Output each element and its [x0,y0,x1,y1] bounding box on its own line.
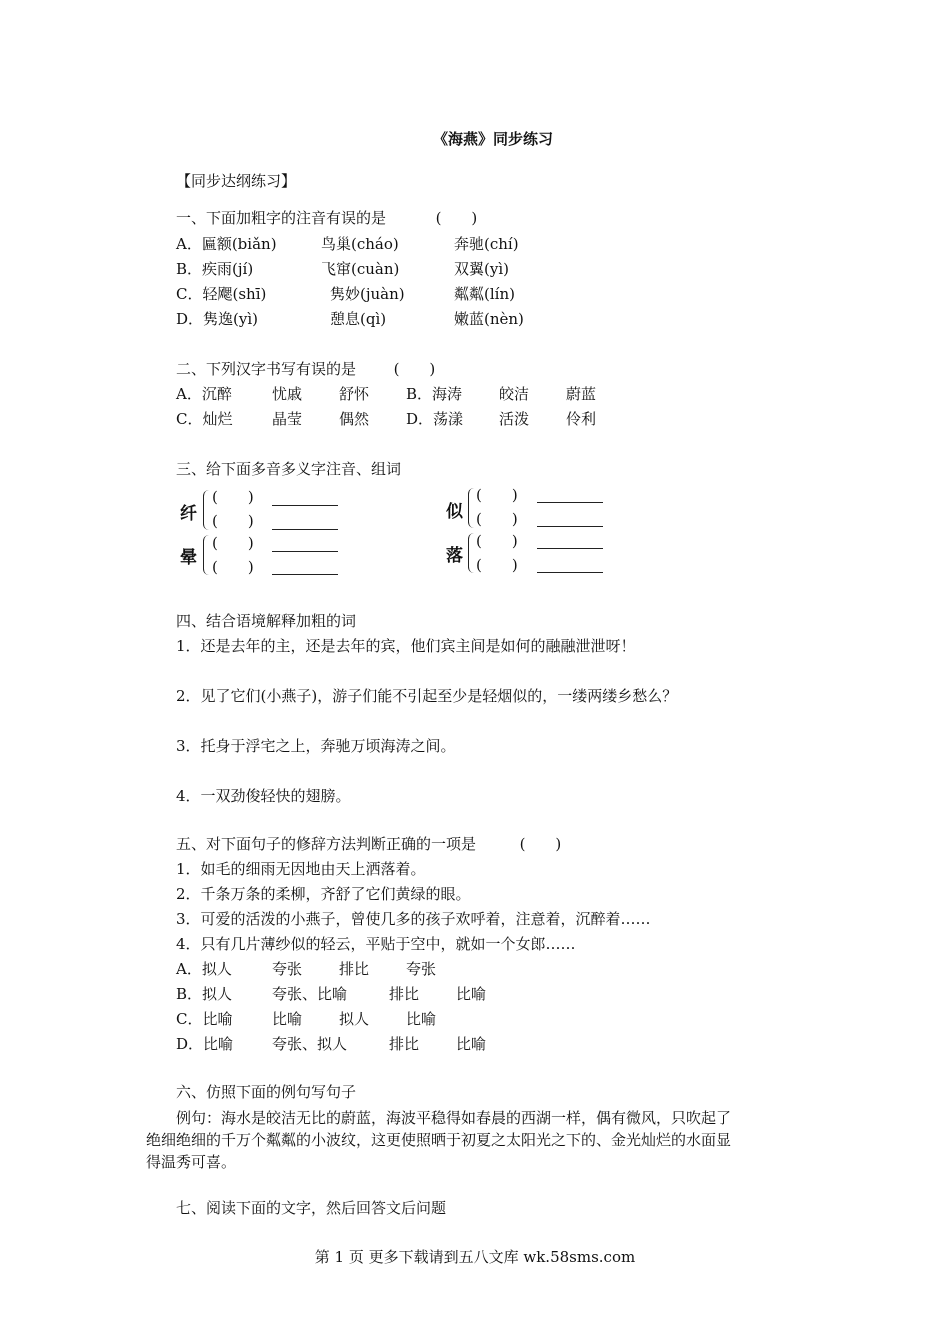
q5-a-2: 夸张 [272,960,303,978]
q1-stem [176,208,477,228]
q1-a-3: 奔驰(chí) [454,235,519,253]
section-header: 【同步达纲练习】 [176,172,297,190]
q5-option-d [176,1034,486,1054]
pinyin-slot-yun-2: ( ) [212,558,254,576]
q5-c-3: 拟人 [339,1010,370,1028]
word-blank-yun-2 [272,573,338,575]
word-blank-yun-1 [272,550,338,552]
q3-stem: 三、给下面多音多义字注音、组词 [176,460,402,478]
q5-b-3: 排比 [389,985,420,1003]
q1-stem-text: 一、下面加粗字的注音有误的是 [176,209,387,227]
q5-answer-blank: ( ) [519,835,562,853]
q2-ab-6: 蔚蓝 [566,385,597,403]
q1-c-1: C．轻飔(shī) [176,285,267,303]
q1-a-2: 鸟巢(cháo) [321,235,399,253]
q1-d-3: 嫩蓝(nèn) [454,310,524,328]
brace-luo [468,533,475,573]
q1-b-1: B．疾雨(jí) [176,260,254,278]
q5-item-2: 2．千条万条的柔柳，齐舒了它们黄绿的眼。 [176,885,471,903]
q1-d-1: D．隽逸(yì) [176,310,259,328]
q2-ab-4: B．海涛 [406,385,463,403]
q4-item-3: 3．托身于浮宅之上，奔驰万顷海涛之间。 [176,737,456,755]
page-title: 《海燕》同步练习 [432,130,553,148]
word-blank-si-1 [537,501,603,503]
q1-c-2: 隽妙(juàn) [330,285,405,303]
q5-item-4: 4．只有几片薄纱似的轻云，平贴于空中，就如一个女郎…… [176,935,576,953]
q5-item-3: 3．可爱的活泼的小燕子，曾使几多的孩子欢呼着，注意着，沉醉着…… [176,910,651,928]
q5-a-4: 夸张 [406,960,437,978]
q2-ab-3: 舒怀 [339,385,370,403]
q2-cd-4: D．荡漾 [406,410,464,428]
q4-stem: 四、结合语境解释加粗的词 [176,612,357,630]
q5-a-1: A．拟人 [176,960,232,978]
q1-answer-blank: ( ) [435,209,478,227]
q4-item-1: 1．还是去年的主，还是去年的宾，他们宾主间是如何的融融泄泄呀！ [176,637,636,655]
brace-yun [203,535,210,575]
word-blank-luo-1 [537,547,603,549]
q5-b-2: 夸张、比喻 [272,985,348,1003]
q2-cd-1: C．灿烂 [176,410,233,428]
q5-option-a [176,959,436,979]
q2-cd-2: 晶莹 [272,410,303,428]
pinyin-slot-luo-2: ( ) [476,556,518,574]
q2-option-row-ab [176,384,596,404]
q5-option-c [176,1009,436,1029]
q2-cd-6: 伶利 [566,410,597,428]
pinyin-slot-si-2: ( ) [476,510,518,528]
q4-item-4: 4．一双劲俊轻快的翅膀。 [176,787,351,805]
polyphone-char-si: 似 [446,502,463,522]
q5-item-1: 1．如毛的细雨无因地由天上洒落着。 [176,860,426,878]
q5-c-4: 比喻 [406,1010,437,1028]
pinyin-slot-luo-1: ( ) [476,532,518,550]
q5-option-b [176,984,486,1004]
q5-stem-text: 五、对下面句子的修辞方法判断正确的一项是 [176,835,477,853]
q5-c-2: 比喻 [272,1010,303,1028]
q2-cd-3: 偶然 [339,410,370,428]
polyphone-char-xian: 纤 [180,504,197,524]
pinyin-slot-xian-1: ( ) [212,488,254,506]
brace-si [468,488,475,528]
q2-ab-2: 忧戚 [272,385,303,403]
q6-example-line-1: 例句：海水是皎洁无比的蔚蓝，海波平稳得如春晨的西湖一样，偶有微风，只吹起了 [176,1109,732,1127]
q2-stem-text: 二、下列汉字书写有误的是 [176,360,357,378]
q7-stem: 七、阅读下面的文字，然后回答文后问题 [176,1199,447,1217]
q1-option-c [176,284,515,304]
word-blank-xian-2 [272,528,338,530]
q1-c-3: 粼粼(lín) [454,285,515,303]
q1-option-d [176,309,524,329]
q1-a-1: A．匾额(biǎn) [176,235,277,253]
pinyin-slot-yun-1: ( ) [212,534,254,552]
q6-example-line-3: 得温秀可喜。 [146,1153,237,1171]
q5-a-3: 排比 [339,960,370,978]
brace-xian [203,490,210,530]
pinyin-slot-xian-2: ( ) [212,512,254,530]
q1-d-2: 憩息(qì) [330,310,387,328]
q2-ab-5: 皎洁 [499,385,530,403]
pinyin-slot-si-1: ( ) [476,486,518,504]
q6-stem: 六、仿照下面的例句写句子 [176,1083,357,1101]
word-blank-xian-1 [272,504,338,506]
q5-d-4: 比喻 [456,1035,487,1053]
q5-c-1: C．比喻 [176,1010,233,1028]
q5-d-3: 排比 [389,1035,420,1053]
q2-stem [176,359,435,379]
q2-option-row-cd [176,409,596,429]
q2-cd-5: 活泼 [499,410,530,428]
q5-b-4: 比喻 [456,985,487,1003]
q1-option-b [176,259,509,279]
q2-answer-blank: ( ) [393,360,436,378]
q1-b-2: 飞窜(cuàn) [321,260,400,278]
q2-ab-1: A．沉醉 [176,385,232,403]
q5-d-1: D．比喻 [176,1035,234,1053]
polyphone-char-yun: 晕 [180,548,197,568]
word-blank-luo-2 [537,571,603,573]
polyphone-char-luo: 落 [446,546,463,566]
q5-b-1: B．拟人 [176,985,233,1003]
q1-b-3: 双翼(yì) [454,260,509,278]
word-blank-si-2 [537,525,603,527]
page-footer: 第 1 页 更多下载请到五八文库 wk.58sms.com [314,1248,636,1266]
q1-option-a [176,234,519,254]
q5-d-2: 夸张、拟人 [272,1035,348,1053]
q4-item-2: 2．见了它们(小燕子)，游子们能不引起至少是轻烟似的，一缕两缕乡愁么？ [176,687,678,705]
q5-stem [176,834,561,854]
q6-example-line-2: 绝细绝细的千万个粼粼的小波纹，这更使照晒于初夏之太阳光之下的、金光灿烂的水面显 [146,1131,732,1149]
